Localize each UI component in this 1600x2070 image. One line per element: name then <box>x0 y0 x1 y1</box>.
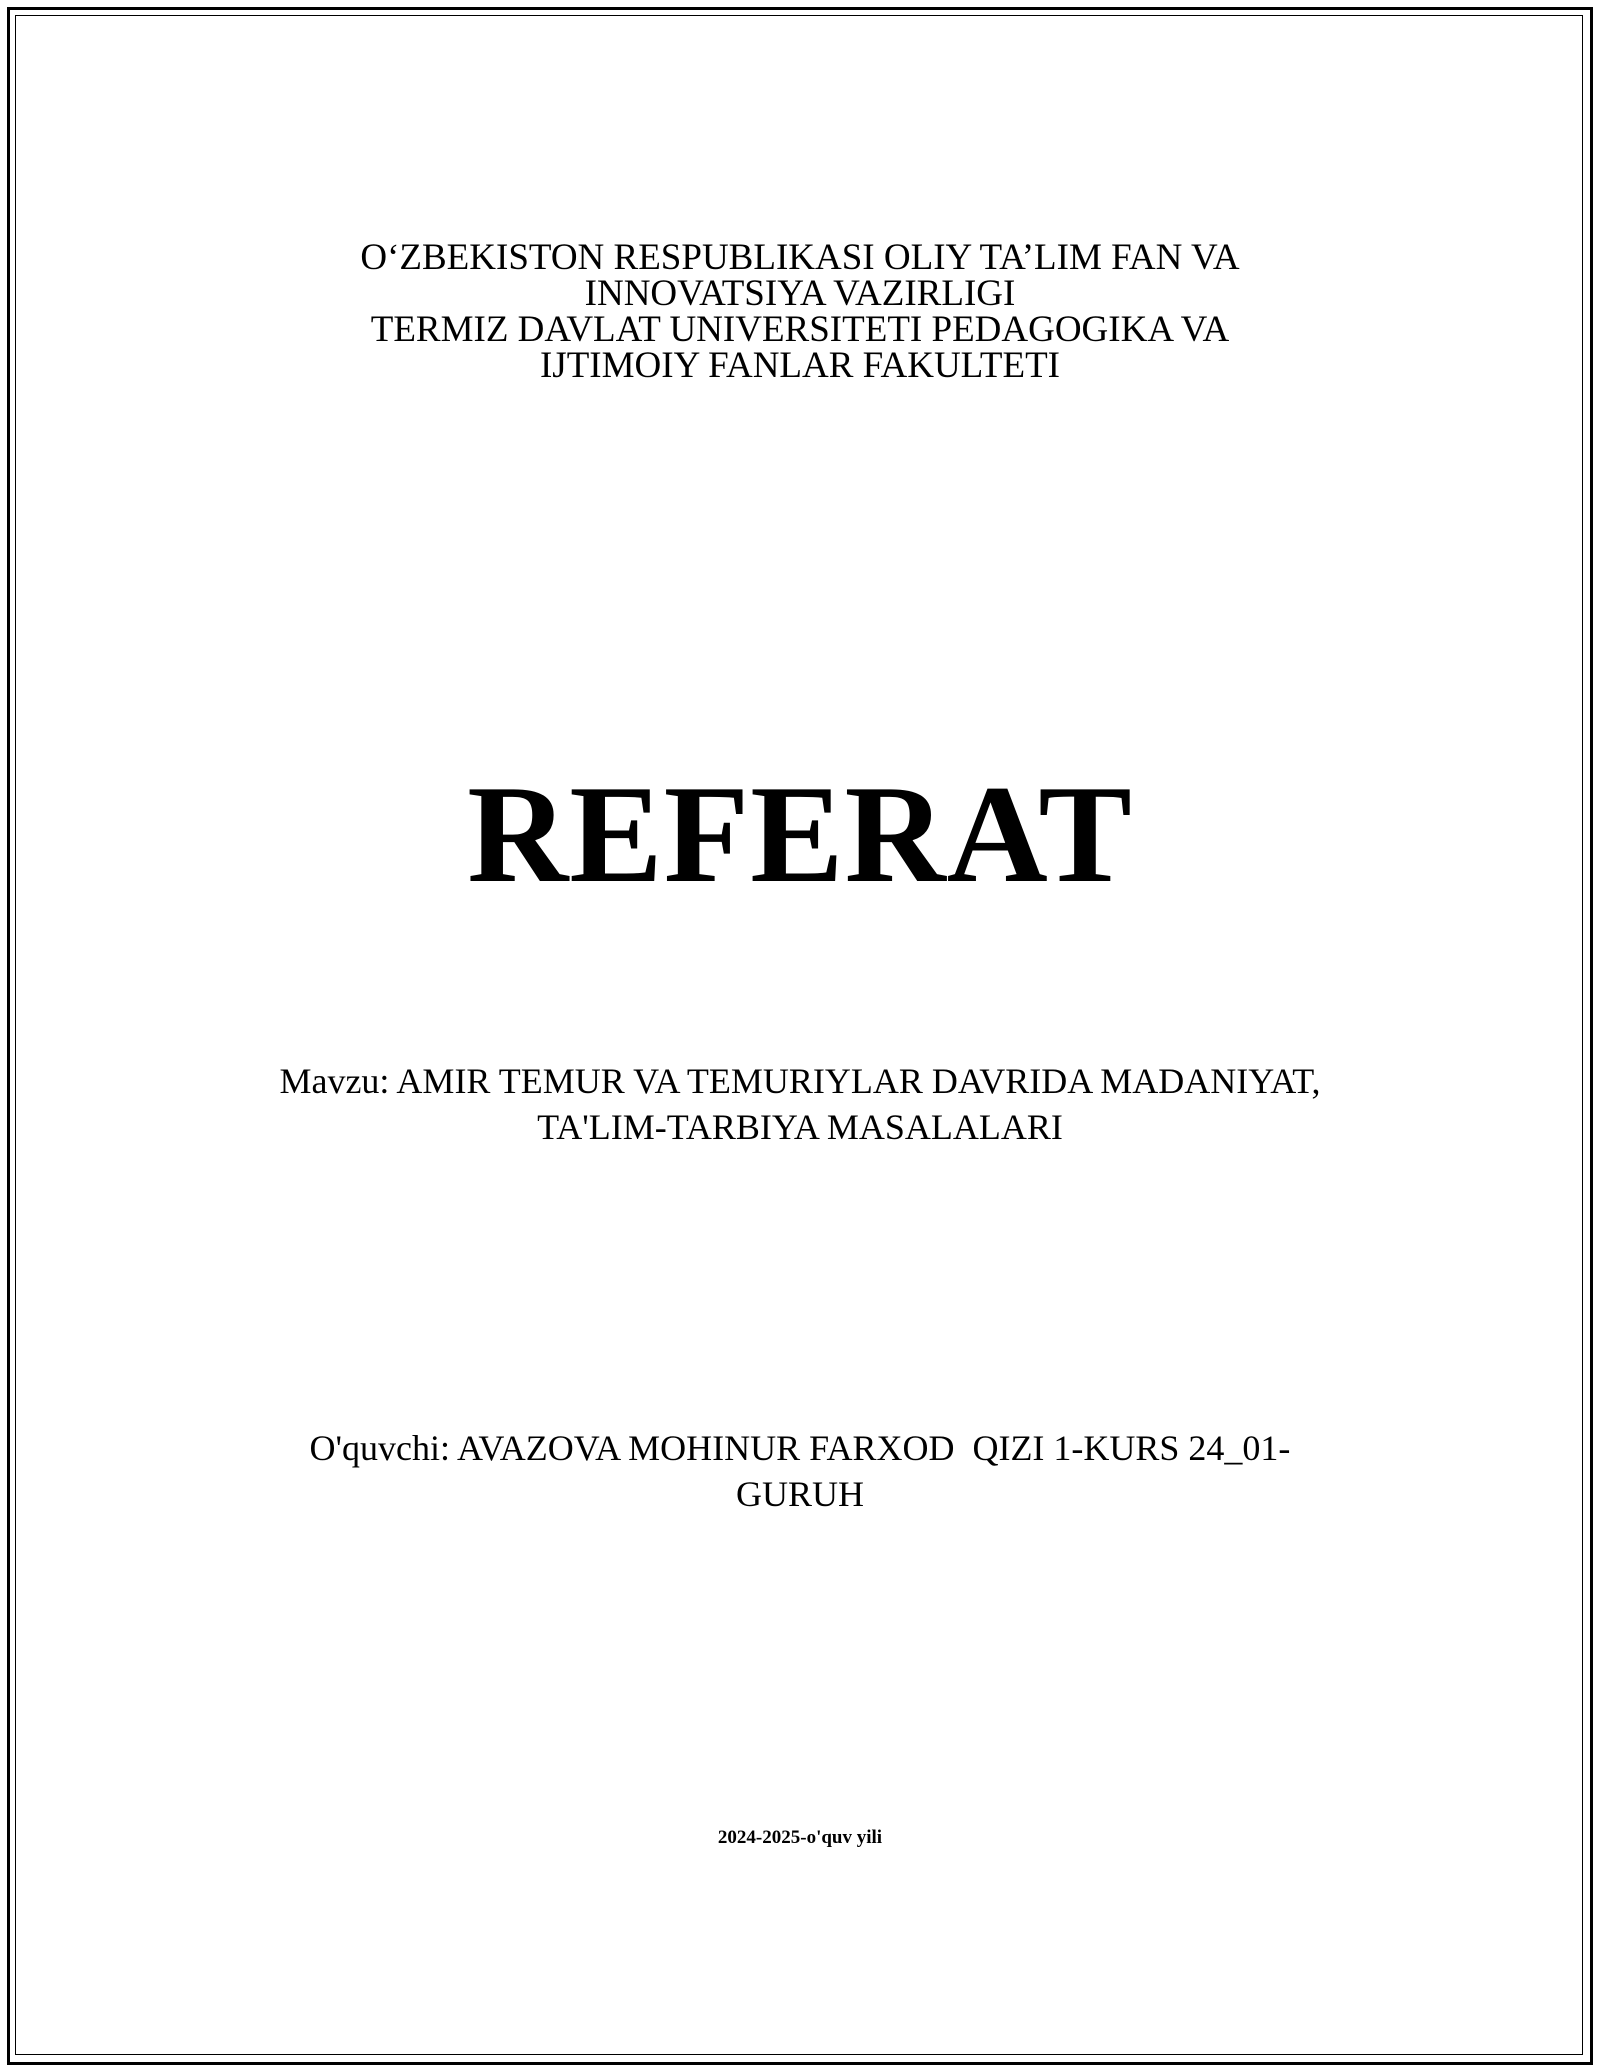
document-title: REFERAT <box>467 757 1133 912</box>
ministry-line: INNOVATSIYA VAZIRLIGI <box>584 273 1016 314</box>
ministry-line: IJTIMOIY FANLAR FAKULTETI <box>539 345 1061 386</box>
ministry-header <box>160 237 1440 386</box>
topic-line: Mavzu: AMIR TEMUR VA TEMURIYLAR DAVRIDA MADANIYAT, <box>279 1061 1321 1101</box>
topic <box>160 1058 1440 1150</box>
student-line: O'quvchi: AVAZOVA MOHINUR FARXOD QIZI 1-KURS 24_01- <box>309 1428 1291 1468</box>
academic-year: 2024-2025-o'quv yili <box>717 1827 883 1848</box>
ministry-line: O‘ZBEKISTON RESPUBLIKASI OLIY TA’LIM FAN VA <box>360 237 1240 278</box>
student-info <box>160 1425 1440 1517</box>
student-line: GURUH <box>735 1474 864 1514</box>
topic-line: TA'LIM-TARBIYA MASALALARI <box>537 1107 1063 1147</box>
ministry-line: TERMIZ DAVLAT UNIVERSITETI PEDAGOGIKA VA <box>370 309 1230 350</box>
